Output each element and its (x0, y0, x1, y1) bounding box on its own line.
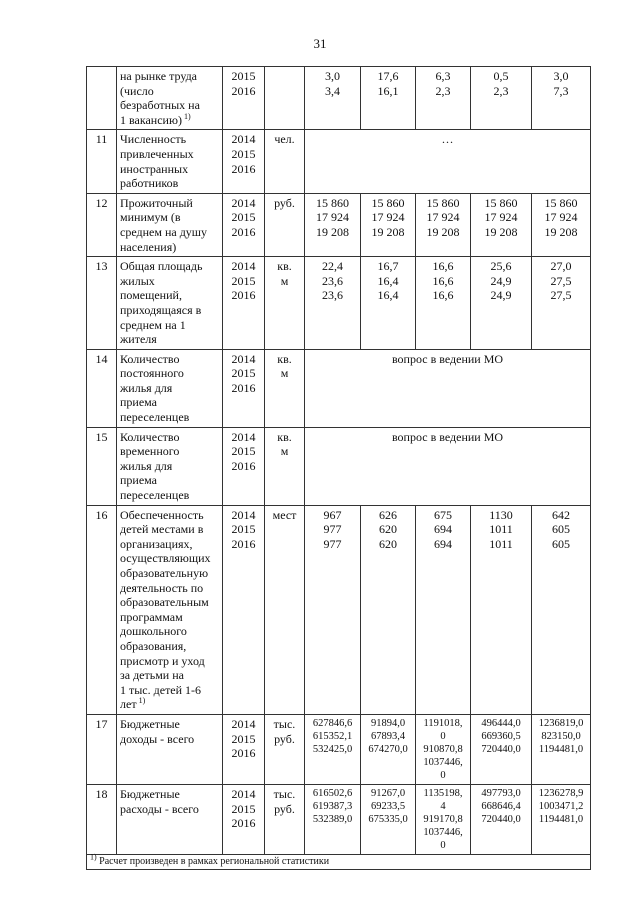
value-cell (305, 714, 361, 784)
indicators-table (86, 66, 591, 870)
value: 642 (552, 507, 570, 522)
value-cell (532, 193, 591, 256)
value: 16,4 (377, 288, 399, 303)
indicator-name-line: 1 тыс. детей 1-6 (120, 682, 202, 697)
merged-value: вопрос в ведении МО (305, 427, 591, 505)
row-number: 11 (87, 130, 117, 193)
value: 669360,5 (481, 730, 521, 742)
indicator-name-line: доходы - всего (120, 731, 195, 746)
indicator-name (117, 784, 223, 854)
value-cell (361, 67, 416, 130)
value: 626 (379, 507, 397, 522)
unit-cell (265, 130, 305, 193)
value: 694 (434, 522, 452, 537)
table-row (87, 257, 591, 350)
year: 2015 (231, 444, 256, 459)
unit-cell (265, 67, 305, 130)
value: 19 208 (484, 224, 518, 239)
value: 977 (323, 536, 342, 551)
unit-cell (265, 193, 305, 256)
footnote-ref: 1) (181, 111, 191, 121)
footnote-text: Расчет произведен в рамках региональной статистики (96, 855, 330, 867)
value: 17 924 (426, 210, 460, 225)
indicator-name-line: жилья для (120, 380, 173, 395)
indicator-name-line: лет $^{1)}$ (120, 696, 146, 712)
value: 720440,0 (481, 743, 521, 755)
unit: кв. (277, 429, 292, 444)
indicator-name-line: приема (120, 395, 158, 410)
value: 19 208 (371, 224, 405, 239)
value: 0 (440, 839, 446, 851)
unit-cell (265, 714, 305, 784)
value: 605 (552, 536, 570, 551)
indicator-name (117, 257, 223, 350)
value: 1135198, (423, 787, 463, 799)
unit: чел. (274, 132, 295, 147)
unit: м (280, 273, 289, 288)
year: 2015 (231, 146, 256, 161)
unit-cell (265, 257, 305, 350)
indicator-name-line: организациях, (120, 536, 193, 551)
value-cell (532, 257, 591, 350)
value: 4 (440, 800, 446, 812)
value: 1191018, (423, 717, 463, 729)
value: 24,9 (490, 273, 512, 288)
years-cell (223, 784, 265, 854)
value: 694 (434, 536, 452, 551)
year: 2014 (231, 132, 256, 147)
indicator-name-line: образования, (120, 638, 187, 653)
value: 17 924 (544, 210, 578, 225)
value: 1194481,0 (538, 743, 584, 755)
year: 2015 (231, 801, 256, 816)
value: 3,0 (553, 69, 569, 83)
row-number: 14 (87, 349, 117, 427)
indicator-name-line: деятельность по (120, 580, 204, 595)
value: 3,0 (325, 69, 340, 83)
indicator-name-line: Общая площадь (120, 259, 203, 274)
indicator-name-line: 1 вакансию) $^{1)}$ (120, 111, 191, 127)
year: 2014 (231, 716, 256, 731)
value-cell (416, 505, 471, 714)
unit-cell (265, 427, 305, 505)
value-cell (416, 784, 471, 854)
value: 1037446, (423, 756, 463, 768)
value-cell (416, 714, 471, 784)
value: 615352,1 (312, 730, 353, 742)
value: 532389,0 (312, 813, 353, 825)
indicator-name-line: расходы - всего (120, 801, 199, 816)
value: 2,3 (435, 83, 451, 98)
value-cell (532, 505, 591, 714)
value: 15 860 (544, 195, 578, 210)
footnote-ref: 1) (136, 696, 146, 706)
indicator-name-line: среднем на 1 (120, 317, 186, 332)
value: 6,3 (435, 69, 451, 83)
value: 15 860 (316, 195, 349, 210)
table-row (87, 505, 591, 714)
row-number: 12 (87, 193, 117, 256)
unit: мест (272, 507, 297, 522)
years-cell (223, 349, 265, 427)
value: 1003471,2 (538, 800, 584, 812)
value-cell (361, 257, 416, 350)
value: 24,9 (490, 288, 512, 303)
value-cell (471, 67, 532, 130)
value: 619387,3 (312, 800, 353, 812)
indicator-name (117, 505, 223, 714)
unit-cell (265, 505, 305, 714)
years-cell (223, 193, 265, 256)
indicator-name-line: образовательную (120, 566, 209, 580)
year: 2014 (231, 786, 256, 801)
value: 69233,5 (370, 800, 406, 812)
value: 23,6 (322, 288, 343, 303)
unit-cell (265, 349, 305, 427)
value-cell (471, 784, 532, 854)
indicator-name (117, 130, 223, 193)
year: 2016 (231, 458, 256, 473)
value: 15 860 (371, 195, 405, 210)
value-cell (361, 714, 416, 784)
unit: тыс. (273, 786, 296, 801)
footnote-row (87, 854, 591, 869)
indicator-name-line: Обеспеченность (120, 507, 204, 522)
value: 16,7 (377, 259, 399, 274)
years-cell (223, 427, 265, 505)
years-cell (223, 257, 265, 350)
indicator-name-line: Прожиточный (120, 195, 193, 210)
value: 27,5 (550, 273, 572, 288)
table-row (87, 349, 591, 427)
row-number: 13 (87, 257, 117, 350)
year: 2016 (231, 83, 256, 98)
value: 675 (434, 507, 452, 522)
indicator-name-line: привлеченных (120, 146, 194, 161)
year: 2014 (231, 507, 256, 522)
indicator-name-line: населения) (120, 239, 177, 254)
value: 977 (323, 522, 342, 537)
value-cell (532, 714, 591, 784)
value-cell (416, 257, 471, 350)
unit: тыс. (273, 716, 296, 731)
indicator-name-line: минимум (в (120, 210, 181, 225)
value: 620 (379, 522, 397, 537)
indicator-name-line: Бюджетные (120, 716, 180, 731)
year: 2014 (231, 259, 256, 274)
indicator-name-line: на рынке труда (120, 69, 197, 83)
unit: руб. (274, 195, 295, 210)
indicator-name-line: (число (120, 83, 154, 98)
unit: м (280, 366, 289, 381)
value: 16,6 (432, 288, 454, 303)
years-cell (223, 505, 265, 714)
table-row (87, 427, 591, 505)
value: 15 860 (426, 195, 460, 210)
year: 2014 (231, 351, 256, 366)
indicator-name-line: иностранных (120, 161, 189, 176)
value: 19 208 (316, 224, 349, 239)
indicator-name-line: работников (120, 176, 179, 191)
indicator-name-line: осуществляющих (120, 551, 211, 566)
value-cell (532, 67, 591, 130)
indicator-name-line: временного (120, 444, 180, 459)
value: 27,0 (550, 259, 572, 274)
value-cell (361, 193, 416, 256)
value: 668646,4 (481, 800, 521, 812)
years-cell (223, 130, 265, 193)
unit: кв. (277, 259, 292, 274)
value: 17 924 (316, 210, 349, 225)
value: 1037446, (423, 826, 463, 838)
value: 0,5 (493, 69, 509, 83)
value: 720440,0 (481, 813, 521, 825)
value: 23,6 (322, 273, 343, 288)
value: 627846,6 (312, 717, 353, 729)
value: 2,3 (493, 83, 509, 98)
value: 16,6 (432, 273, 454, 288)
year: 2015 (231, 273, 256, 288)
value: 605 (552, 522, 570, 537)
indicator-name-line: переселенцев (120, 410, 190, 425)
value: 497793,0 (481, 787, 521, 799)
value: 823150,0 (541, 730, 581, 742)
table-row (87, 193, 591, 256)
unit-cell (265, 784, 305, 854)
value-cell (471, 193, 532, 256)
year: 2014 (231, 195, 256, 210)
table-row (87, 130, 591, 193)
value-cell (305, 505, 361, 714)
indicator-name (117, 67, 223, 130)
indicator-name-line: за детьми на (120, 668, 184, 683)
value: 16,6 (432, 259, 454, 274)
indicator-name-line: Количество (120, 429, 180, 444)
value-cell (361, 784, 416, 854)
indicator-name-line: приходящаяся в (120, 302, 202, 317)
value: 496444,0 (481, 717, 521, 729)
value: 616502,6 (312, 787, 353, 799)
value: 7,3 (553, 83, 569, 98)
value-cell (471, 257, 532, 350)
value: 1011 (489, 536, 513, 551)
value: 967 (323, 507, 342, 522)
unit: руб. (274, 731, 295, 746)
value: 0 (440, 730, 446, 742)
indicator-name-line: Количество (120, 351, 180, 366)
indicator-name-line: Бюджетные (120, 786, 180, 801)
value: 675335,0 (368, 813, 408, 825)
value-cell (305, 784, 361, 854)
footnote-mark: 1) (90, 852, 97, 862)
value: 19 208 (544, 224, 578, 239)
indicator-name-line: жителя (120, 332, 157, 347)
value: 27,5 (550, 288, 572, 303)
value: 919170,8 (423, 813, 463, 825)
value-cell (416, 67, 471, 130)
indicator-name-line: программам (120, 609, 183, 624)
value: 16,1 (377, 83, 399, 98)
value-cell (305, 257, 361, 350)
value: 674270,0 (368, 743, 408, 755)
indicator-name-line: переселенцев (120, 488, 190, 503)
page-number: 31 (313, 36, 327, 51)
value: 19 208 (426, 224, 460, 239)
row-number: 15 (87, 427, 117, 505)
value: 67893,4 (370, 730, 406, 742)
value: 532425,0 (312, 743, 353, 755)
year: 2016 (231, 536, 256, 551)
year: 2015 (231, 69, 256, 83)
value-cell (416, 193, 471, 256)
year: 2016 (231, 224, 256, 239)
value: 17 924 (484, 210, 518, 225)
value-cell (471, 505, 532, 714)
row-number: 16 (87, 505, 117, 714)
value: 620 (379, 536, 397, 551)
value: 1130 (489, 507, 513, 522)
year: 2016 (231, 746, 256, 761)
indicator-name-line: среднем на душу (120, 224, 208, 239)
value: 1236278,9 (538, 787, 584, 799)
years-cell (223, 714, 265, 784)
year: 2016 (231, 816, 256, 831)
value: 1194481,0 (538, 813, 584, 825)
unit: м (280, 444, 289, 459)
indicator-name (117, 427, 223, 505)
indicator-name-line: присмотр и уход (120, 653, 205, 668)
year: 2015 (231, 522, 256, 537)
year: 2014 (231, 429, 256, 444)
indicator-name-line: постоянного (120, 366, 184, 381)
value: 1236819,0 (538, 717, 584, 729)
indicator-name-line: приема (120, 473, 158, 488)
year: 2015 (231, 210, 256, 225)
value-cell (471, 714, 532, 784)
year: 2016 (231, 288, 256, 303)
value: 91267,0 (370, 787, 406, 799)
value: 910870,8 (423, 743, 463, 755)
year: 2016 (231, 380, 256, 395)
value: 16,4 (377, 273, 399, 288)
year: 2016 (231, 161, 256, 176)
value: 15 860 (484, 195, 518, 210)
table-row (87, 784, 591, 854)
indicator-name-line: образовательным (120, 595, 209, 610)
indicator-name-line: безработных на (120, 98, 200, 113)
merged-value: … (305, 130, 591, 193)
indicator-name-line: жилья для (120, 458, 173, 473)
years-cell (223, 67, 265, 130)
indicator-name (117, 714, 223, 784)
indicator-name-line: помещений, (120, 288, 182, 303)
value: 17,6 (377, 69, 399, 83)
value: 0 (440, 769, 446, 781)
indicator-name (117, 193, 223, 256)
value: 25,6 (490, 259, 512, 274)
value-cell (532, 784, 591, 854)
indicator-name-line: дошкольного (120, 624, 187, 639)
value-cell (305, 193, 361, 256)
indicator-name (117, 349, 223, 427)
merged-value: вопрос в ведении МО (305, 349, 591, 427)
table-row (87, 67, 591, 130)
indicator-name-line: Численность (120, 132, 187, 147)
unit: руб. (274, 801, 295, 816)
row-number (87, 67, 117, 130)
year: 2015 (231, 366, 256, 381)
indicator-name-line: жилых (120, 273, 155, 288)
indicator-name-line: детей местами в (120, 522, 204, 537)
year: 2015 (231, 731, 256, 746)
value-cell (305, 67, 361, 130)
table-row (87, 714, 591, 784)
row-number: 17 (87, 714, 117, 784)
value: 1011 (489, 522, 513, 537)
footnote (87, 854, 591, 869)
value-cell (361, 505, 416, 714)
value: 3,4 (325, 83, 340, 98)
row-number: 18 (87, 784, 117, 854)
unit: кв. (277, 351, 292, 366)
value: 17 924 (371, 210, 405, 225)
value: 22,4 (322, 259, 343, 274)
value: 91894,0 (370, 717, 406, 729)
